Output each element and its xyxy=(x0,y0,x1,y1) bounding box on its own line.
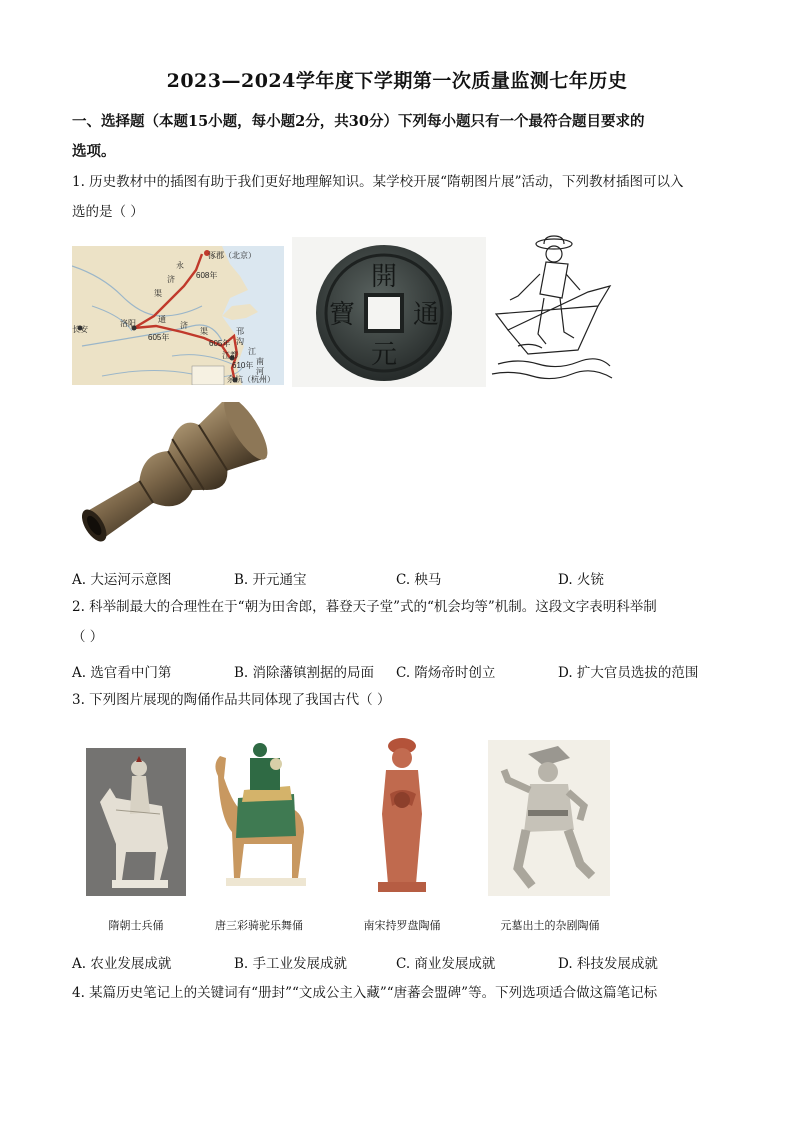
question-2-line2: （ ） xyxy=(72,629,104,645)
huochong-image xyxy=(72,402,268,552)
map-label-610: 610年 xyxy=(232,361,254,370)
question-1-line1: 1. 历史教材中的插图有助于我们更好地理解知识。某学校开展“隋朝图片展”活动，下列教材插图可以入 xyxy=(72,174,684,190)
yuan-drama-figurine-image xyxy=(488,740,610,896)
q3-option-a[interactable]: A. 农业发展成就 xyxy=(72,956,172,972)
map-label-yong: 永 xyxy=(176,261,184,270)
q1-option-c[interactable]: C. 秧马 xyxy=(396,572,442,588)
song-compass-figurine-image xyxy=(356,734,448,896)
map-label-nan: 南 xyxy=(256,357,264,366)
map-label-605b: 605年 xyxy=(209,339,231,348)
map-label-changan: 长安 xyxy=(72,325,88,334)
q2-option-a[interactable]: A. 选官看中门第 xyxy=(72,665,172,681)
q3-option-d[interactable]: D. 科技发展成就 xyxy=(558,956,658,972)
q1-option-d[interactable]: D. 火铳 xyxy=(558,572,604,588)
q1-option-b[interactable]: B. 开元通宝 xyxy=(234,572,307,588)
page-title: 2023—2024学年度下学期第一次质量监测七年历史 xyxy=(166,70,628,92)
yangma-drawing-image xyxy=(488,234,616,384)
map-label-han: 邗 xyxy=(236,327,244,336)
question-4-line1: 4. 某篇历史笔记上的关键词有“册封”“文成公主入藏”“唐蕃会盟碑”等。下列选项适合做这篇笔记标 xyxy=(72,985,658,1001)
map-label-ji2: 济 xyxy=(180,321,188,330)
map-label-yuhang: 余杭（杭州） xyxy=(227,375,275,384)
map-label-gou: 沟 xyxy=(236,337,244,346)
q3-option-c[interactable]: C. 商业发展成就 xyxy=(396,956,496,972)
map-label-zhuojun: 涿郡（北京） xyxy=(208,251,256,260)
tang-sancai-camel-image xyxy=(204,728,314,896)
map-label-jiangdu: 江都 xyxy=(222,351,238,360)
question-2-options xyxy=(72,661,732,683)
caption-tang-camel: 唐三彩骑驼乐舞俑 xyxy=(215,919,303,932)
coin-char-top: 開 xyxy=(370,262,398,292)
q2-option-d[interactable]: D. 扩大官员选拔的范围 xyxy=(558,665,699,681)
map-label-jiang: 江 xyxy=(248,347,256,356)
map-label-ji1: 济 xyxy=(167,275,175,284)
map-label-608: 608年 xyxy=(196,271,218,280)
section-heading xyxy=(72,107,732,167)
question-1-line2: 选的是（ ） xyxy=(72,204,144,220)
coin-char-bottom: 元 xyxy=(370,340,398,370)
map-label-he: 河 xyxy=(256,367,264,376)
section-heading-line1: 一、选择题（本题15小题，每小题2分，共30分）下列每小题只有一个最符合题目要求的 xyxy=(72,113,645,130)
q2-option-c[interactable]: C. 隋炀帝时创立 xyxy=(396,665,496,681)
question-1-stem xyxy=(72,167,732,227)
section-heading-line2: 选项。 xyxy=(72,143,116,160)
grand-canal-map-image xyxy=(72,246,284,385)
map-label-qu2: 渠 xyxy=(200,327,208,336)
q3-option-b[interactable]: B. 手工业发展成就 xyxy=(234,956,348,972)
map-label-605a: 605年 xyxy=(148,333,170,342)
kaiyuan-coin-image xyxy=(292,237,486,387)
coin-char-right: 通 xyxy=(412,300,440,330)
map-label-qu1: 渠 xyxy=(154,289,162,298)
question-2-line1: 2. 科举制最大的合理性在于“朝为田舍郎，暮登天子堂”式的“机会均等”机制。这段文字表明科举制 xyxy=(72,599,657,615)
question-3-options xyxy=(72,952,732,974)
q1-option-a[interactable]: A. 大运河示意图 xyxy=(72,572,172,588)
map-label-luoyang: 洛阳 xyxy=(120,319,136,328)
question-3-line1: 3. 下列图片展现的陶俑作品共同体现了我国古代（ ） xyxy=(72,692,391,708)
question-4-stem xyxy=(72,978,732,1008)
caption-song-compass: 南宋持罗盘陶俑 xyxy=(363,919,441,932)
question-2-stem xyxy=(72,592,732,652)
caption-sui-soldier: 隋朝士兵俑 xyxy=(108,919,164,932)
caption-yuan-drama: 元墓出土的杂剧陶俑 xyxy=(500,919,600,932)
question-1-options xyxy=(72,568,732,590)
coin-char-left: 寶 xyxy=(328,300,356,330)
map-label-tong: 通 xyxy=(158,315,166,324)
question-3-stem xyxy=(72,685,732,715)
q2-option-b[interactable]: B. 消除藩镇割据的局面 xyxy=(234,665,375,681)
sui-soldier-figurine-image xyxy=(86,748,186,896)
